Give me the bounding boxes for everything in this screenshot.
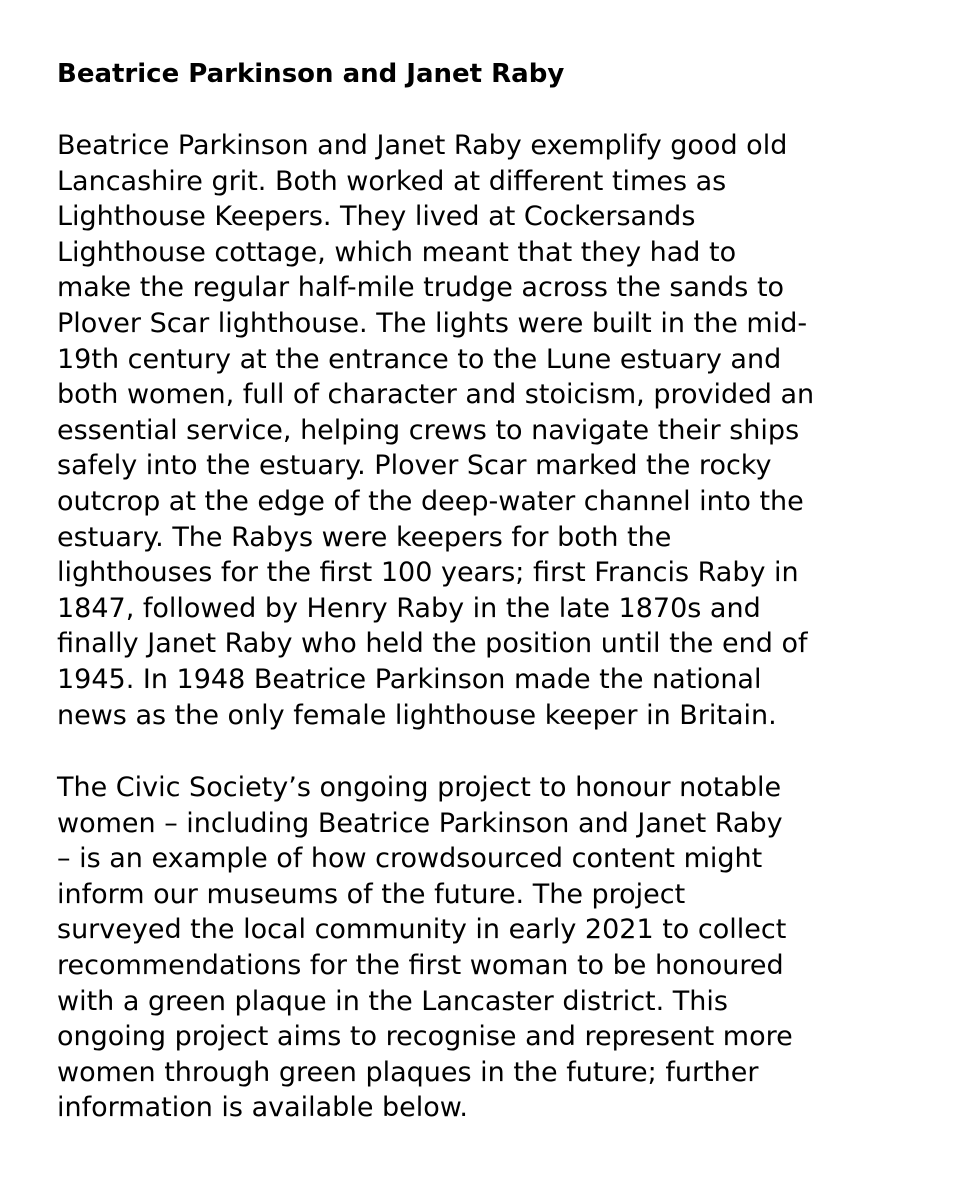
paragraph-line: Lancashire grit. Both worked at different times as (57, 165, 727, 197)
paragraph-line: safely into the estuary. Plover Scar marked the rocky (57, 450, 772, 482)
paragraph-line: The Civic Society’s ongoing project to honour notable (57, 772, 782, 803)
paragraph-line: outcrop at the edge of the deep-water channel into the (57, 485, 804, 517)
paragraph-line: information is available below. (57, 1092, 468, 1124)
paragraph-line: with a green plaque in the Lancaster district. This (57, 985, 728, 1017)
paragraph-civic-society-project (57, 770, 793, 1126)
paragraph-line: 1945. In 1948 Beatrice Parkinson made the national (57, 663, 762, 695)
article (57, 56, 937, 1124)
paragraph-line: women through green plaques in the future; further (57, 1056, 759, 1088)
paragraph-line: 19th century at the entrance to the Lune estuary and (57, 343, 782, 375)
paragraph-line: Lighthouse Keepers. They lived at Cockersands (57, 201, 696, 233)
paragraph-line: recommendations for the first woman to be honoured (57, 949, 784, 981)
paragraph-line: Plover Scar lighthouse. The lights were built in the mid- (57, 307, 808, 339)
paragraph-line: ongoing project aims to recognise and represent more (57, 1021, 793, 1053)
paragraph-line: news as the only female lighthouse keeper in Britain. (57, 699, 777, 731)
article-title: Beatrice Parkinson and Janet Raby (57, 59, 565, 89)
paragraph-lighthouse-keepers (57, 128, 814, 733)
paragraph-line: Lighthouse cottage, which meant that they had to (57, 236, 737, 268)
paragraph-line: Beatrice Parkinson and Janet Raby exemplify good old (57, 130, 788, 161)
paragraph-line: finally Janet Raby who held the position until the end of (57, 628, 808, 660)
paragraph-line: women – including Beatrice Parkinson and Janet Raby (57, 807, 783, 839)
paragraph-line: inform our museums of the future. The project (57, 878, 686, 910)
paragraph-line: lighthouses for the first 100 years; first Francis Raby in (57, 557, 799, 589)
paragraph-line: 1847, followed by Henry Raby in the late 1870s and (57, 592, 761, 624)
paragraph-line: surveyed the local community in early 2021 to collect (57, 914, 787, 946)
paragraph-line: make the regular half-mile trudge across the sands to (57, 272, 785, 304)
paragraph-line: both women, full of character and stoicism, provided an (57, 379, 815, 411)
paragraph-line: estuary. The Rabys were keepers for both the (57, 521, 672, 553)
paragraph-line: – is an example of how crowdsourced content might (57, 843, 763, 875)
paragraph-line: essential service, helping crews to navigate their ships (57, 414, 800, 446)
